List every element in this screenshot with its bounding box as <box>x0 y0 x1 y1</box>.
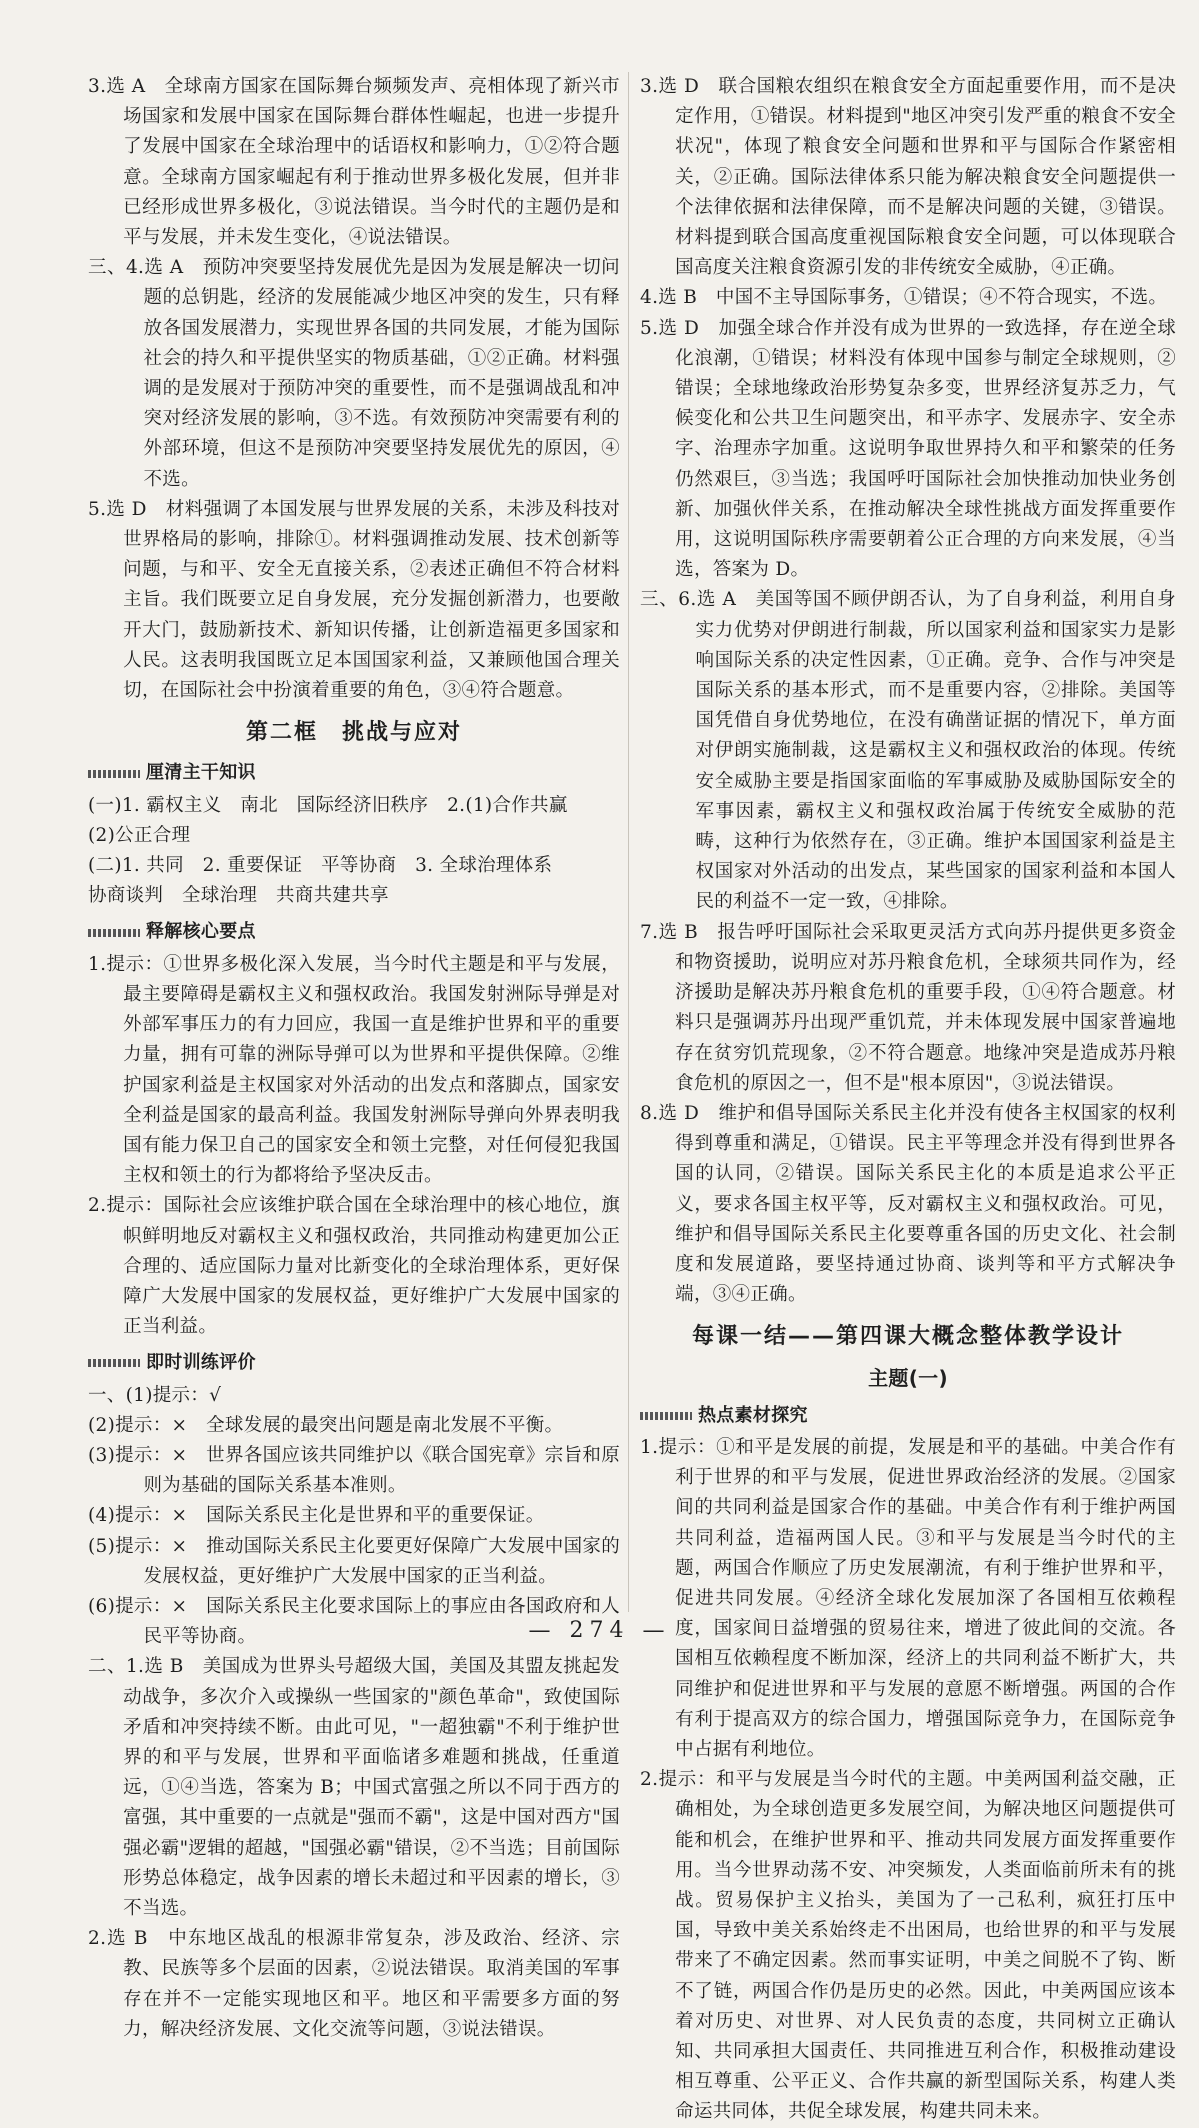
hotspot-tip-2: 2.提示：和平与发展是当今时代的主题。中美两国利益交融，正确相处，为全球创造更多发展空间，为解决地区问题提供可能和机会，在维护世界和平、推动共同发展方面发挥重要作用。当今世界动荡不安、冲突频发，人类面临前所未有的挑战。贸易保护主义抬头，美国为了一己私利，疯狂打压中国，导致中美关系始终走不出困局，也给世界的和平与发展带来了不确定因素。然而事实证明，中美之间脱不了钩、断不了链，两国合作仍是历史的必然。因此，中美两国应该本着对历史、对世界、对人民负责的态度，共同树立正确认知、共同承担大国责任、共同推进互利合作，积极推动建设相互尊重、公平正义、合作共赢的新型国际关系，构建人类命运共同体，共促全球发展，构建共同未来。 <box>640 1769 1176 2123</box>
answer-q6-right: 三、6.选 A 美国等国不顾伊朗否认，为了自身利益，利用自身实力优势对伊朗进行制裁，所以国家利益和国家实力是影响国际关系的决定性因素，①正确。竞争、合作与冲突是国际关系的基本形式，而不是重要内容，②排除。美国等国凭借自身优势地位，在没有确凿证据的情况下，单方面对伊朗实施制裁，这是霸权主义和强权政治的体现。传统安全威胁主要是指国家面临的军事威胁及威胁国际安全的军事因素，霸权主义和强权政治属于传统安全威胁的范畴，这种行为依然存在，③正确。维护本国国家利益是主权国家对外活动的出发点，某些国家的国家利益和本国人民的利益不一定一致，④排除。 <box>640 589 1176 913</box>
answer-q4: 三、4.选 A 预防冲突要坚持发展优先是因为发展是解决一切问题的总钥匙，经济的发展能减少地区冲突的发生，只有释放各国发展潜力，实现世界各国的共同发展，才能为国际社会的持久和平提供坚实的物质基础，①②正确。材料强调的是发展对于预防冲突的重要性，而不是强调战乱和冲突对经济发展的影响，③不选。有效预防冲突需要有利的外部环境，但这不是预防冲突要坚持发展优先的原因，④不选。 <box>88 257 620 490</box>
page-number: — 274 — <box>528 1618 671 1643</box>
subsection-header-label: 热点素材探究 <box>698 1404 808 1426</box>
knowledge-line-4: 协商谈判 全球治理 共商共建共享 <box>88 885 389 907</box>
subsection-header-label: 释解核心要点 <box>146 921 256 943</box>
keypoint-tip-1: 1.提示：①世界多极化深入发展，当今时代主题是和平与发展，最主要障碍是霸权主义和强权政治。我国发射洲际导弹是对外部军事压力的有力回应，我国一直是维护世界和平的重要力量，拥有可靠的洲际导弹可以为世界和平提供保障。②维护国家利益是主权国家对外活动的出发点和落脚点，国家安全利益是国家的最高利益。我国发射洲际导弹向外界表明我国有能力保卫自己的国家安全和领土完整，对任何侵犯我国主权和领土的行为都将给予坚决反击。 <box>88 953 620 1187</box>
column-divider <box>628 72 629 1612</box>
theme-title: 主题(一) <box>868 1365 948 1390</box>
subsection-header-label: 厘清主干知识 <box>146 762 256 784</box>
subsection-header-keypoints <box>88 917 620 947</box>
subsection-header-knowledge <box>88 758 620 788</box>
header-bar-icon <box>88 770 140 778</box>
practice-judge-4: (4)提示：× 国际关系民主化是世界和平的重要保证。 <box>88 1505 545 1527</box>
subsection-header-hotspot <box>640 1401 1176 1431</box>
knowledge-line-3: (二)1. 共同 2. 重要保证 平等协商 3. 全球治理体系 <box>88 855 553 877</box>
section-title-frame2: 第二框 挑战与应对 <box>245 720 462 746</box>
subsection-header-label: 即时训练评价 <box>146 1352 256 1374</box>
answer-q3-right: 3.选 D 联合国粮农组织在粮食安全方面起重要作用，而不是决定作用，①错误。材料提到"地区冲突引发严重的粮食不安全状况"，体现了粮食安全问题和世界和平与国际合作紧密相关，②正确。国际法律体系只能为解决粮食安全问题提供一个法律依据和法律保障，而不是解决问题的关键，③错误。材料提到联合国高度重视国际粮食安全问题，可以体现联合国高度关注粮食资源引发的非传统安全威胁，④正确。 <box>640 76 1176 279</box>
header-bar-icon <box>640 1412 692 1420</box>
hotspot-tip-1: 1.提示：①和平是发展的前提，发展是和平的基础。中美合作有利于世界的和平与发展，促进世界政治经济的发展。②国家间的共同利益是国家合作的基础。中美合作有利于维护两国共同利益，造福两国人民。③和平与发展是当今时代的主题，两国合作顺应了历史发展潮流，有利于维护世界和平，促进共同发展。④经济全球化发展加深了各国相互依赖程度，国家间日益增强的贸易往来，增进了彼此间的交流。各国相互依赖程度不断加深，经济上的共同利益不断扩大，共同维护和促进世界和平与发展的意愿不断增强。两国的合作有利于提高双方的综合国力，增强国际竞争力，在国际竞争中占据有利地位。 <box>640 1436 1176 1760</box>
practice-choice-1: 二、1.选 B 美国成为世界头号超级大国，美国及其盟友挑起发动战争，多次介入或操纵一些国家的"颜色革命"，致使国际矛盾和冲突持续不断。由此可见，"一超独霸"不利于维护世界的和平与发展，世界和平面临诸多难题和挑战，任重道远，①④当选，答案为 B；中国式富强之所以不同于西方的富强，其中重要的一点就是"强而不霸"，这是中国对西方"国强必霸"逻辑的超越，"国强必霸"错误，②不当选；目前国际形势总体稳定，战争因素的增长未超过和平因素的增长，③不当选。 <box>88 1656 620 1919</box>
knowledge-line-2: (2)公正合理 <box>88 824 191 846</box>
answer-q3: 3.选 A 全球南方国家在国际舞台频频发声、亮相体现了新兴市场国家和发展中国家在国际舞台群体性崛起，也进一步提升了发展中国家在全球治理中的话语权和影响力，①②符合题意。全球南方国家崛起有利于推动世界多极化发展，但并非已经形成世界多极化，③说法错误。当今时代的主题仍是和平与发展，并未发生变化，④说法错误。 <box>88 76 620 249</box>
practice-judge-5: (5)提示：× 推动国际关系民主化要更好保障广大发展中国家的发展权益，更好维护广大发展中国家的正当利益。 <box>88 1535 620 1587</box>
practice-judge-3: (3)提示：× 世界各国应该共同维护以《联合国宪章》宗旨和原则为基础的国际关系基本准则。 <box>88 1444 620 1497</box>
keypoint-tip-2: 2.提示：国际社会应该维护联合国在全球治理中的核心地位，旗帜鲜明地反对霸权主义和强权政治，共同推动构建更加公正合理的、适应国际力量对比新变化的全球治理体系，更好保障广大发展中国家的发展权益，更好维护广大发展中国家的正当利益。 <box>88 1195 620 1338</box>
answer-q5-right: 5.选 D 加强全球合作并没有成为世界的一致选择，存在逆全球化浪潮，①错误；材料没有体现中国参与制定全球规则，②错误；全球地缘政治形势复杂多变，世界经济复苏乏力，气候变化和公共卫生问题突出，和平赤字、发展赤字、安全赤字、治理赤字加重。这说明争取世界持久和平和繁荣的任务仍然艰巨，③当选；我国呼吁国际社会加快推动加快业务创新、加强伙伴关系，在推动解决全球性挑战方面发挥重要作用，这说明国际秩序需要朝着公正合理的方向来发展，④当选，答案为 D。 <box>640 317 1176 581</box>
practice-judge-1: 一、(1)提示：√ <box>88 1384 222 1406</box>
answer-q4-right: 4.选 B 中国不主导国际事务，①错误；④不符合现实，不选。 <box>640 287 1168 309</box>
subsection-header-practice <box>88 1348 620 1378</box>
answer-q5: 5.选 D 材料强调了本国发展与世界发展的关系，未涉及科技对世界格局的影响，排除①。材料强调推动发展、技术创新等问题，与和平、安全无直接关系，②表述正确但不符合材料主旨。我们既要立足自身发展，充分发掘创新潜力，也要敞开大门，鼓励新技术、新知识传播，让创新造福更多国家和人民。这表明我国既立足本国国家利益，又兼顾他国合理关切，在国际社会中扮演着重要的角色，③④符合题意。 <box>88 498 620 702</box>
practice-choice-2: 2.选 B 中东地区战乱的根源非常复杂，涉及政治、经济、宗教、民族等多个层面的因素，②说法错误。取消美国的军事存在并不一定能实现地区和平。地区和平需要多方面的努力，解决经济发展、文化交流等问题，③说法错误。 <box>88 1928 620 2040</box>
practice-judge-6: (6)提示：× 国际关系民主化要求国际上的事应由各国政府和人民平等协商。 <box>88 1595 620 1648</box>
practice-judge-2: (2)提示：× 全球发展的最突出问题是南北发展不平衡。 <box>88 1414 564 1436</box>
right-column <box>640 72 1176 2128</box>
answer-q7-right: 7.选 B 报告呼吁国际社会采取更灵活方式向苏丹提供更多资金和物资援助，说明应对苏丹粮食危机，全球须共同作为，经济援助是解决苏丹粮食危机的重要手段，①④符合题意。材料只是强调苏丹出现严重饥荒，并未体现发展中国家普遍地存在贫穷饥荒现象，②不符合题意。地缘冲突是造成苏丹粮食危机的原因之一，但不是"根本原因"，③说法错误。 <box>640 921 1176 1094</box>
header-bar-icon <box>88 929 140 937</box>
header-bar-icon <box>88 1359 140 1367</box>
answer-q8-right: 8.选 D 维护和倡导国际关系民主化并没有使各主权国家的权利得到尊重和满足，①错误。民主平等理念并没有得到世界各国的认同，②错误。国际关系民主化的本质是追求公平正义，要求各国主权平等，反对霸权主义和强权政治。可见，维护和倡导国际关系民主化要尊重各国的历史文化、社会制度和发展道路，要坚持通过协商、谈判等和平方式解决争端，③④正确。 <box>640 1102 1176 1306</box>
left-column <box>88 72 620 2045</box>
section-title-lesson-summary: 每课一结——第四课大概念整体教学设计 <box>691 1324 1124 1350</box>
knowledge-line-1: (一)1. 霸权主义 南北 国际经济旧秩序 2.(1)合作共赢 <box>88 794 568 816</box>
